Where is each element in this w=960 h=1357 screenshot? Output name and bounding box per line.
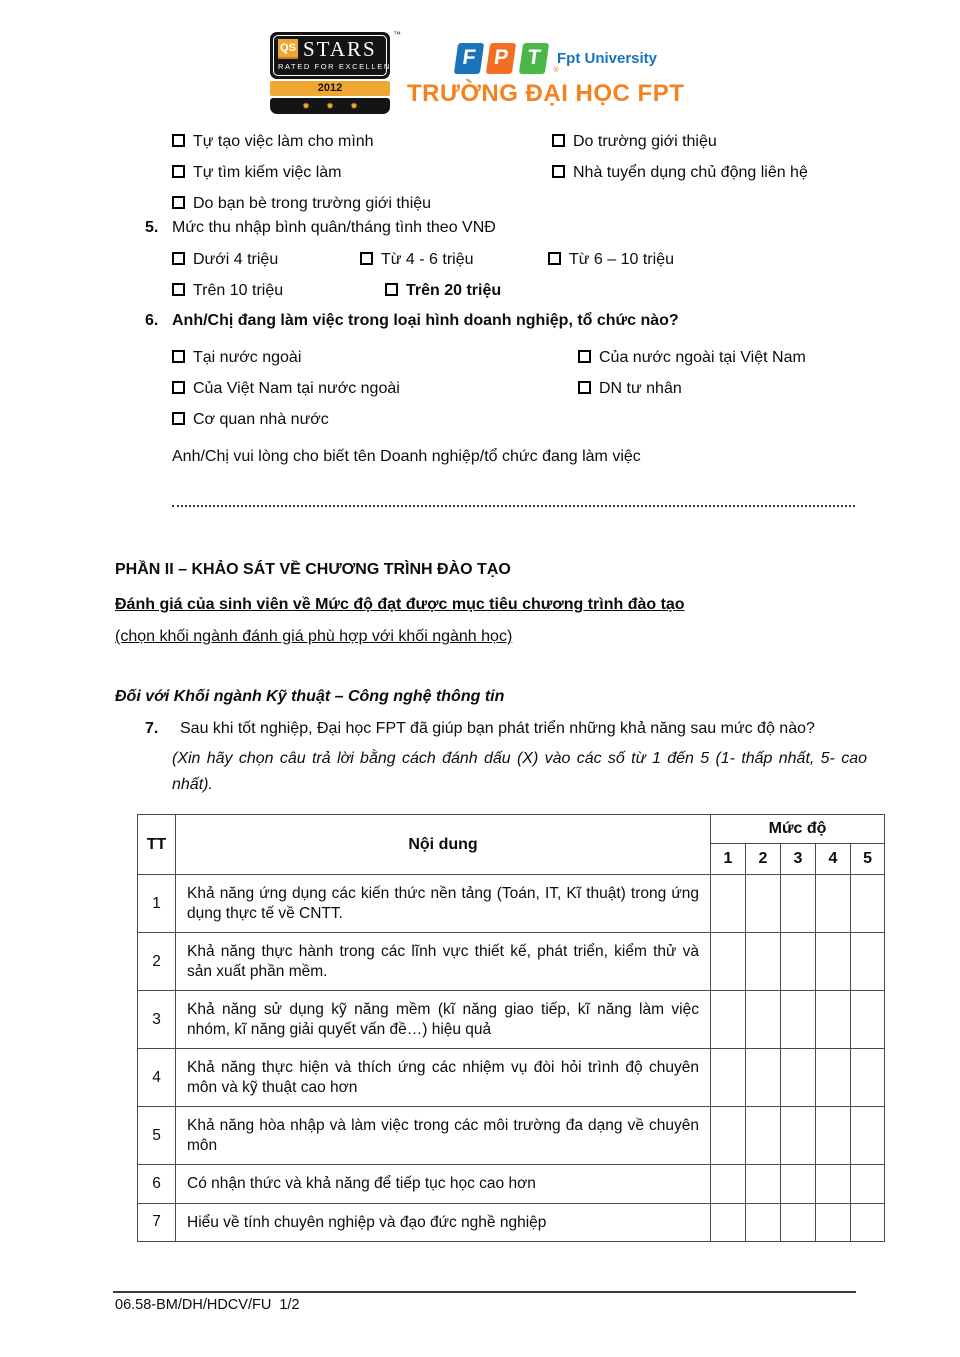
rating-cell[interactable]	[711, 991, 746, 1049]
row-content: Có nhận thức và khả năng để tiếp tục học cao hơn	[176, 1165, 711, 1204]
checkbox-option[interactable]	[172, 126, 431, 157]
rating-cell[interactable]	[746, 1165, 781, 1204]
checkbox-icon[interactable]	[385, 283, 398, 296]
row-number: 1	[138, 875, 176, 933]
level-column-header: 5	[851, 844, 885, 875]
rating-table	[137, 814, 885, 1242]
q5-number: 5.	[145, 219, 159, 236]
fpt-logo-t-tile: T	[519, 43, 549, 74]
rating-cell[interactable]	[781, 1107, 816, 1165]
rating-cell[interactable]	[816, 875, 851, 933]
checkbox-option[interactable]	[172, 157, 431, 188]
checkbox-label: Do trường giới thiệu	[573, 133, 717, 150]
q7-title: Sau khi tốt nghiệp, Đại học FPT đã giúp bạn phát triển những khả năng sau mức độ nào?	[180, 720, 815, 737]
checkbox-option[interactable]	[548, 250, 674, 270]
checkbox-option[interactable]	[552, 157, 808, 188]
row-content: Khả năng sử dụng kỹ năng mềm (kĩ năng giao tiếp, kĩ năng làm việc nhóm, kĩ năng giải quyết vấn đề…) hiệu quả	[176, 991, 711, 1049]
checkbox-icon[interactable]	[172, 381, 185, 394]
stars-icon: ✹ ✹ ✹	[270, 98, 390, 114]
level-column-header: 4	[816, 844, 851, 875]
company-name-blank[interactable]	[172, 501, 855, 507]
row-number: 3	[138, 991, 176, 1049]
school-name: TRƯỜNG ĐẠI HỌC FPT	[407, 80, 685, 107]
rating-cell[interactable]	[851, 1049, 885, 1107]
part2-heading: PHẦN II – KHẢO SÁT VỀ CHƯƠNG TRÌNH ĐÀO TẠO	[115, 561, 511, 578]
q5-options-row1	[172, 250, 674, 270]
checkbox-option[interactable]	[172, 342, 400, 373]
row-content: Khả năng ứng dụng các kiến thức nền tảng (Toán, IT, Kĩ thuật) trong ứng dụng thực tế về CNTT.	[176, 875, 711, 933]
rating-cell[interactable]	[781, 1049, 816, 1107]
checkbox-label: Từ 4 - 6 triệu	[381, 251, 474, 268]
footer-divider	[113, 1291, 856, 1293]
rating-cell[interactable]	[816, 933, 851, 991]
trademark-icon: ™	[393, 30, 401, 39]
rating-cell[interactable]	[711, 1203, 746, 1242]
checkbox-icon[interactable]	[360, 252, 373, 265]
rating-cell[interactable]	[711, 933, 746, 991]
fpt-university-label: Fpt University	[557, 50, 658, 67]
qs-rated-text: RATED FOR EXCELLENCE	[278, 62, 405, 71]
rating-cell[interactable]	[746, 933, 781, 991]
part2-subheading: Đánh giá của sinh viên về Mức độ đạt được mục tiêu chương trình đào tạo	[115, 596, 685, 613]
rating-cell[interactable]	[711, 1049, 746, 1107]
checkbox-icon[interactable]	[172, 252, 185, 265]
table-row	[138, 1049, 885, 1107]
checkbox-label: Tự tìm kiếm việc làm	[193, 164, 342, 181]
checkbox-option[interactable]	[578, 342, 806, 373]
rating-cell[interactable]	[746, 1203, 781, 1242]
rating-cell[interactable]	[781, 933, 816, 991]
checkbox-option[interactable]	[172, 281, 385, 301]
q7-number: 7.	[145, 720, 159, 737]
row-number: 7	[138, 1203, 176, 1242]
rating-cell[interactable]	[851, 991, 885, 1049]
table-row	[138, 933, 885, 991]
checkbox-icon[interactable]	[172, 165, 185, 178]
rating-cell[interactable]	[816, 991, 851, 1049]
table-header-content: Nội dung	[176, 815, 711, 875]
section-title-it: Đối với Khối ngành Kỹ thuật – Công nghệ thông tin	[115, 688, 505, 705]
q6-number: 6.	[145, 312, 159, 329]
checkbox-icon[interactable]	[172, 196, 185, 209]
checkbox-option[interactable]	[360, 250, 548, 270]
checkbox-option[interactable]	[172, 404, 400, 435]
fpt-logo-f-tile: F	[454, 43, 484, 74]
checkbox-label: Của Việt Nam tại nước ngoài	[193, 380, 400, 397]
part2-note: (chọn khối ngành đánh giá phù hợp với khối ngành học)	[115, 628, 513, 645]
row-content: Khả năng thực hiện và thích ứng các nhiệm vụ đòi hỏi trình độ chuyên môn và kỹ thuật cao hơn	[176, 1049, 711, 1107]
table-row	[138, 1165, 885, 1204]
table-row	[138, 1203, 885, 1242]
rating-cell[interactable]	[746, 875, 781, 933]
rating-cell[interactable]	[851, 1165, 885, 1204]
q5-options-row2	[172, 281, 501, 301]
job-source-options-left	[172, 126, 431, 219]
row-content: Khả năng thực hành trong các lĩnh vực thiết kế, phát triển, kiểm thử và sản xuất phần mềm.	[176, 933, 711, 991]
rating-table-body	[138, 875, 885, 1242]
checkbox-icon[interactable]	[172, 412, 185, 425]
rating-cell[interactable]	[851, 1203, 885, 1242]
checkbox-option[interactable]	[172, 250, 360, 270]
row-content: Khả năng hòa nhập và làm việc trong các môi trường đa dạng về chuyên môn	[176, 1107, 711, 1165]
table-header-level: Mức độ	[711, 815, 885, 844]
level-column-header: 3	[781, 844, 816, 875]
q5-title: Mức thu nhập bình quân/tháng tình theo VNĐ	[172, 219, 496, 236]
qs-badge: QS	[278, 39, 298, 59]
row-number: 6	[138, 1165, 176, 1204]
checkbox-label: Cơ quan nhà nước	[193, 411, 329, 428]
rating-cell[interactable]	[816, 1049, 851, 1107]
fpt-logo	[456, 43, 559, 74]
rating-cell[interactable]	[711, 1107, 746, 1165]
rating-cell[interactable]	[851, 875, 885, 933]
row-content: Hiểu về tính chuyên nghiệp và đạo đức nghề nghiệp	[176, 1203, 711, 1242]
table-row	[138, 875, 885, 933]
row-number: 5	[138, 1107, 176, 1165]
company-name-prompt: Anh/Chị vui lòng cho biết tên Doanh nghiệp/tổ chức đang làm việc	[172, 448, 641, 465]
rating-cell[interactable]	[851, 1107, 885, 1165]
checkbox-option[interactable]	[385, 281, 501, 301]
row-number: 2	[138, 933, 176, 991]
question-6	[145, 312, 679, 330]
table-row	[138, 991, 885, 1049]
job-source-options-right	[552, 126, 808, 188]
rating-cell[interactable]	[781, 1203, 816, 1242]
checkbox-label: Dưới 4 triệu	[193, 251, 279, 268]
question-5	[145, 219, 496, 237]
checkbox-icon[interactable]	[578, 381, 591, 394]
checkbox-label: Từ 6 – 10 triệu	[569, 251, 674, 268]
rating-cell[interactable]	[781, 875, 816, 933]
rating-cell[interactable]	[851, 933, 885, 991]
checkbox-option[interactable]	[172, 373, 400, 404]
qs-stars-wordmark: STARS	[303, 37, 377, 61]
rating-cell[interactable]	[746, 991, 781, 1049]
rating-cell[interactable]	[746, 1049, 781, 1107]
checkbox-label: Nhà tuyển dụng chủ động liên hệ	[573, 164, 808, 181]
table-row	[138, 1107, 885, 1165]
rating-cell[interactable]	[711, 1165, 746, 1204]
rating-cell[interactable]	[816, 1107, 851, 1165]
rating-cell[interactable]	[781, 1165, 816, 1204]
checkbox-icon[interactable]	[172, 350, 185, 363]
checkbox-label: Tại nước ngoài	[193, 349, 302, 366]
checkbox-icon[interactable]	[172, 134, 185, 147]
rating-cell[interactable]	[816, 1165, 851, 1204]
footer-doc-code: 06.58-BM/DH/HDCV/FU 1/2	[115, 1297, 300, 1313]
rating-cell[interactable]	[816, 1203, 851, 1242]
checkbox-label: Trên 20 triệu	[406, 282, 502, 299]
q6-options-right	[578, 342, 806, 404]
checkbox-icon[interactable]	[552, 134, 565, 147]
checkbox-icon[interactable]	[578, 350, 591, 363]
rating-cell[interactable]	[781, 991, 816, 1049]
checkbox-label: Do bạn bè trong trường giới thiệu	[193, 195, 432, 212]
checkbox-option[interactable]	[172, 188, 431, 219]
q6-options-left	[172, 342, 400, 435]
checkbox-label: DN tư nhân	[599, 380, 682, 397]
fpt-logo-p-tile: P	[486, 43, 516, 74]
qs-year-band: 2012	[270, 81, 390, 96]
checkbox-icon[interactable]	[548, 252, 561, 265]
level-column-header: 2	[746, 844, 781, 875]
q7-instruction: (Xin hãy chọn câu trả lời bằng cách đánh dấu (X) vào các số từ 1 đến 5 (1- thấp nhất, 5- cao nhất).	[172, 750, 867, 793]
row-number: 4	[138, 1049, 176, 1107]
q6-title: Anh/Chị đang làm việc trong loại hình doanh nghiệp, tổ chức nào?	[172, 312, 679, 329]
question-7	[145, 720, 815, 738]
level-column-header: 1	[711, 844, 746, 875]
checkbox-icon[interactable]	[172, 283, 185, 296]
rating-cell[interactable]	[711, 875, 746, 933]
checkbox-label: Trên 10 triệu	[193, 282, 284, 299]
checkbox-label: Của nước ngoài tại Việt Nam	[599, 349, 806, 366]
table-header-tt: TT	[138, 815, 176, 875]
checkbox-icon[interactable]	[552, 165, 565, 178]
checkbox-label: Tự tạo việc làm cho mình	[193, 133, 374, 150]
rating-cell[interactable]	[746, 1107, 781, 1165]
registered-icon: ®	[553, 67, 559, 74]
checkbox-option[interactable]	[552, 126, 808, 157]
checkbox-option[interactable]	[578, 373, 806, 404]
